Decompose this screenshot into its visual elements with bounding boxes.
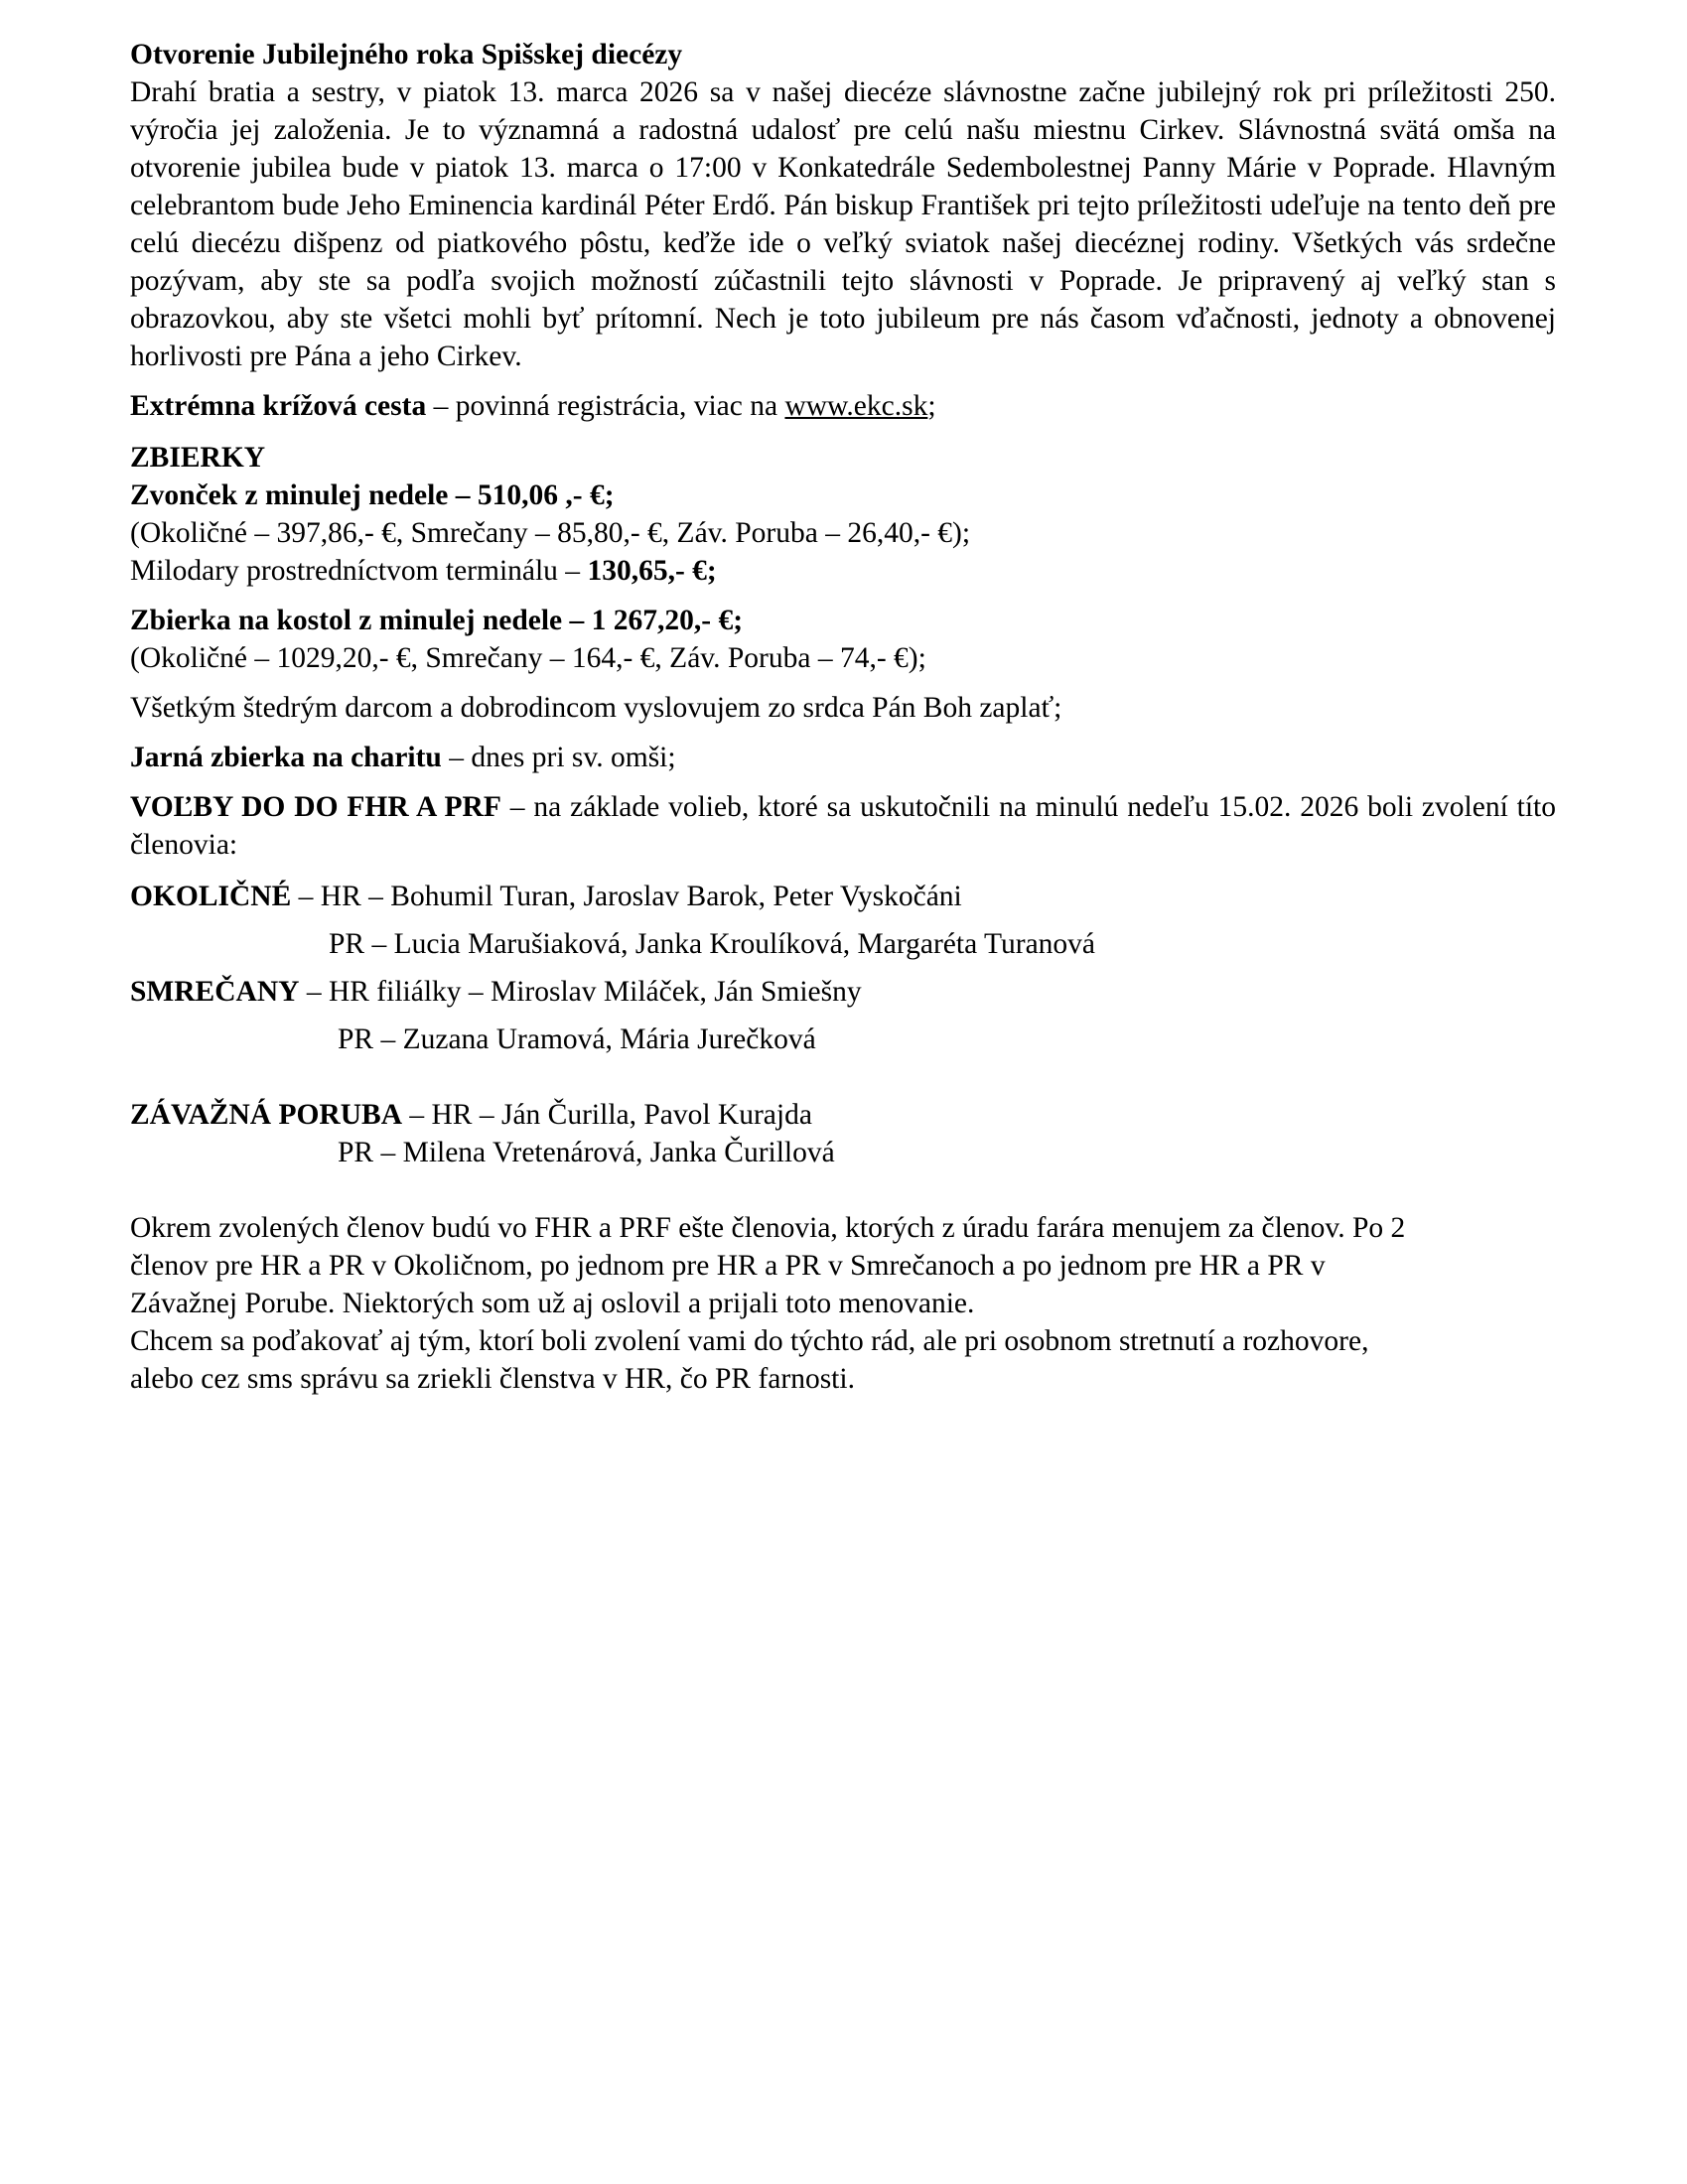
ekc-link[interactable]: www.ekc.sk: [784, 390, 928, 422]
smrecany-pr: PR – Zuzana Uramová, Mária Jurečková: [338, 1024, 816, 1055]
charity-collection: Jarná zbierka na charitu – dnes pri sv. omši;: [130, 742, 676, 773]
thanks-resigned-note: Chcem sa poďakovať aj tým, ktorí boli zvolení vami do týchto rád, ale pri osobnom stretnutí a rozhovore, alebo cez sms správu sa zriekli členstva v HR, čo PR farnosti.: [130, 1325, 1369, 1395]
collections-heading: ZBIERKY: [130, 442, 266, 474]
zavazna-pr: PR – Milena Vretenárová, Janka Čurillová: [338, 1137, 835, 1168]
thanks-text: Všetkým štedrým darcom a dobrodincom vyslovujem zo srdca Pán Boh zaplať;: [130, 692, 1062, 724]
elections-paragraph: VOĽBY DO DO FHR A PRF – na základe volieb, ktoré sa uskutočnili na minulú nedeľu 15.02. 2026 boli zvolení títo členovia:: [130, 791, 1556, 861]
smrecany-hr: SMREČANY – HR filiálky – Miroslav Miláček, Ján Smiešny: [130, 976, 862, 1008]
church-collection-title: Zbierka na kostol z minulej nedele – 1 267,20,- €;: [130, 605, 744, 636]
jubilee-body: Drahí bratia a sestry, v piatok 13. marca 2026 sa v našej diecéze slávnostne začne jubilejný rok pri príležitosti 250. výročia jej založenia. Je to významná a radostná udalosť pre celú našu miestnu Cirkev. Slávnostná svätá omša na otvorenie jubilea bude v piatok 13. marca o 17:00 v Konkatedrále Sedembolestnej Panny Márie v Poprade. Hlavným celebrantom bude Jeho Eminencia kardinál Péter Erdő. Pán biskup František pri tejto príležitosti udeľuje na tento deň pre celú diecézu dišpenz od piatkového pôstu, keďže ide o veľký sviatok našej diecéznej rodiny. Všetkých vás srdečne pozývam, aby ste sa podľa svojich možností zúčastnili tejto slávnosti v Poprade. Je pripravený aj veľký stan s obrazovkou, aby ste všetci mohli byť prítomní. Nech je toto jubileum pre nás časom vďačnosti, jednoty a obnovenej horlivosti pre Pána a jeho Cirkev.: [130, 76, 1556, 372]
zavazna-hr: ZÁVAŽNÁ PORUBA – HR – Ján Čurilla, Pavol Kurajda: [130, 1099, 812, 1131]
terminal-donations: Milodary prostredníctvom terminálu – 130,65,- €;: [130, 555, 717, 587]
ekc-text: – povinná registrácia, viac na: [426, 390, 785, 422]
church-collection-detail: (Okoličné – 1029,20,- €, Smrečany – 164,- €, Záv. Poruba – 74,- €);: [130, 642, 926, 674]
ekc-title: Extrémna krížová cesta: [130, 390, 427, 422]
okolicne-hr: OKOLIČNÉ – HR – Bohumil Turan, Jaroslav Barok, Peter Vyskočáni: [130, 881, 962, 912]
ekc-paragraph: Extrémna krížová cesta – povinná registrácia, viac na www.ekc.sk;: [130, 390, 936, 422]
bell-collection-detail: (Okoličné – 397,86,- €, Smrečany – 85,80,- €, Záv. Poruba – 26,40,- €);: [130, 517, 971, 549]
okolicne-pr: PR – Lucia Marušiaková, Janka Kroulíková, Margaréta Turanová: [329, 928, 1096, 960]
document-page: [130, 36, 1556, 1398]
appointment-note: Okrem zvolených členov budú vo FHR a PRF ešte členovia, ktorých z úradu farára menujem za členov. Po 2 členov pre HR a PR v Okoličnom, po jednom pre HR a PR v Smrečanoch a po jednom pre HR a PR v Závažnej Porube. Niektorých som už aj oslovil a prijali toto menovanie.: [130, 1212, 1406, 1319]
bell-collection-title: Zvonček z minulej nedele – 510,06 ,- €;: [130, 479, 615, 511]
elections-title: VOĽBY DO DO FHR A PRF: [130, 791, 501, 823]
jubilee-title: Otvorenie Jubilejného roka Spišskej diecézy: [130, 39, 683, 70]
